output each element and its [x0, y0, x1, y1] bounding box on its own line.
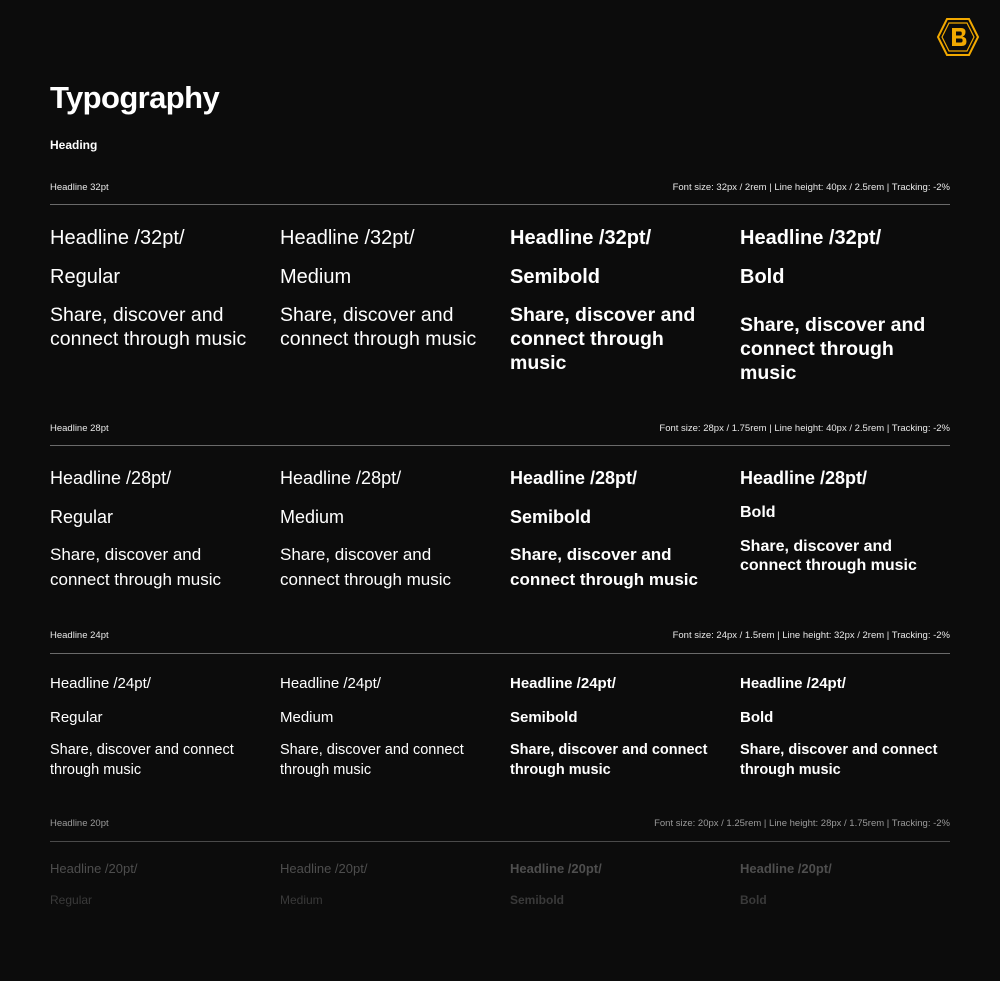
weight-label: Semibold — [510, 266, 601, 288]
weight-label: Medium — [280, 709, 334, 726]
weight-label: Semibold — [510, 709, 578, 726]
block-name: Headline 28pt — [50, 423, 109, 434]
headline-20-block — [50, 818, 950, 918]
sample-title: Headline /24pt/ — [280, 675, 381, 692]
weight-label: Bold — [740, 504, 776, 521]
block-name: Headline 32pt — [50, 182, 109, 193]
block-spec: Font size: 20px / 1.25rem | Line height: 28px / 1.75rem | Tracking: -2% — [654, 818, 950, 829]
block-meta — [50, 182, 950, 196]
sample-title: Headline /32pt/ — [740, 227, 882, 249]
sample-title: Headline /24pt/ — [50, 675, 151, 692]
block-meta — [50, 423, 950, 437]
block-spec: Font size: 28px / 1.75rem | Line height: 40px / 2.5rem | Tracking: -2% — [659, 423, 950, 434]
weight-label: Bold — [740, 266, 785, 288]
weight-label: Medium — [280, 507, 345, 527]
sample-text: Share, discover and connect through music — [50, 545, 222, 589]
divider — [50, 841, 950, 842]
weight-label: Bold — [740, 893, 767, 907]
page-title: Typography — [50, 80, 220, 115]
sample-title: Headline /32pt/ — [280, 227, 415, 249]
block-spec: Font size: 32px / 2rem | Line height: 40px / 2.5rem | Tracking: -2% — [672, 182, 950, 193]
weight-label: Regular — [50, 893, 93, 907]
section-label: Heading — [50, 138, 98, 152]
block-meta — [50, 818, 950, 832]
block-name: Headline 24pt — [50, 630, 109, 641]
sample-text: Share, discover and connect through music — [280, 742, 464, 778]
headline-24-block — [50, 630, 950, 780]
sample-text: Share, discover and connect through music — [280, 304, 477, 350]
hexagon-b-logo-icon — [936, 17, 980, 57]
headline-28-block — [50, 423, 950, 593]
weight-label: Bold — [740, 709, 774, 726]
weight-label: Regular — [50, 266, 121, 288]
sample-text: Share, discover and connect through music — [740, 314, 926, 384]
headline-32-block — [50, 182, 950, 392]
weight-label: Semibold — [510, 893, 565, 907]
sample-text: Share, discover and connect through music — [510, 304, 696, 374]
weight-label: Regular — [50, 507, 114, 527]
weight-label: Medium — [280, 266, 352, 288]
block-name: Headline 20pt — [50, 818, 109, 829]
sample-title: Headline /28pt/ — [280, 468, 402, 488]
divider — [50, 653, 950, 654]
sample-title: Headline /28pt/ — [510, 468, 638, 488]
sample-text: Share, discover and connect through music — [510, 545, 698, 589]
sample-text: Share, discover and connect through music — [740, 538, 917, 574]
sample-title: Headline /20pt/ — [50, 861, 138, 876]
sample-title: Headline /20pt/ — [740, 861, 832, 876]
weight-label: Medium — [280, 893, 323, 907]
sample-title: Headline /24pt/ — [740, 675, 846, 692]
sample-text: Share, discover and connect through music — [510, 742, 708, 778]
sample-title: Headline /24pt/ — [510, 675, 616, 692]
brand-logo — [936, 17, 980, 57]
sample-title: Headline /20pt/ — [280, 861, 368, 876]
sample-text: Share, discover and connect through music — [50, 304, 247, 350]
sample-title: Headline /32pt/ — [50, 227, 185, 249]
sample-title: Headline /28pt/ — [50, 468, 172, 488]
sample-text: Share, discover and connect through music — [280, 545, 452, 589]
block-spec: Font size: 24px / 1.5rem | Line height: 32px / 2rem | Tracking: -2% — [672, 630, 950, 641]
weight-label: Regular — [50, 709, 103, 726]
block-meta — [50, 630, 950, 644]
sample-title: Headline /32pt/ — [510, 227, 652, 249]
sample-title: Headline /20pt/ — [510, 861, 602, 876]
weight-label: Semibold — [510, 507, 592, 527]
sample-title: Headline /28pt/ — [740, 468, 868, 488]
sample-text: Share, discover and connect through music — [740, 742, 938, 778]
sample-text: Share, discover and connect through music — [50, 742, 234, 778]
divider — [50, 204, 950, 205]
divider — [50, 445, 950, 446]
